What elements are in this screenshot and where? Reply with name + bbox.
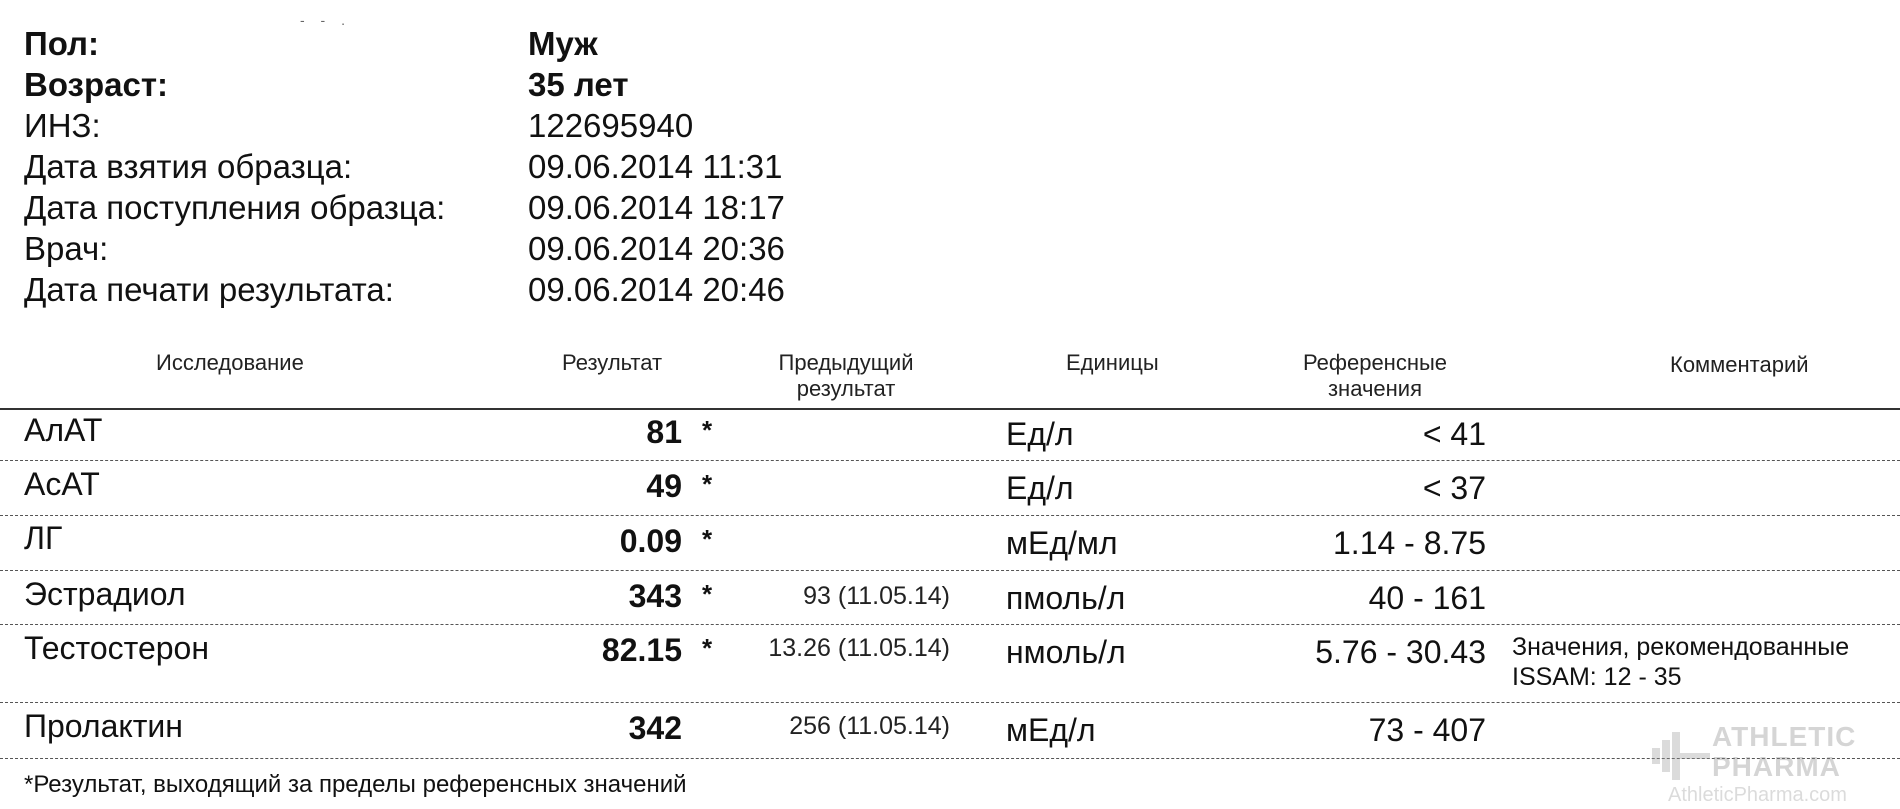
- row-divider: [0, 702, 1900, 703]
- header-value: 09.06.2014 11:31: [528, 148, 783, 185]
- row-reference: 1.14 - 8.75: [1333, 525, 1486, 561]
- row-units: Ед/л: [1006, 416, 1074, 452]
- row-result: 0.09: [619, 523, 682, 559]
- header-label: Дата печати результата:: [24, 271, 394, 308]
- watermark-brand-line2: PHARMA: [1712, 751, 1841, 782]
- row-study-name: АсАТ: [24, 466, 100, 502]
- scan-specks: - - .: [300, 12, 351, 28]
- header-label: ИНЗ:: [24, 107, 101, 144]
- row-study-name: АлАТ: [24, 412, 103, 448]
- row-reference: < 37: [1422, 470, 1486, 506]
- row-flag: *: [702, 579, 713, 609]
- watermark-site: AthleticPharma.com: [1668, 784, 1847, 806]
- row-units: мЕд/мл: [1006, 525, 1118, 561]
- column-header-study: Исследование: [156, 350, 304, 375]
- row-reference: 5.76 - 30.43: [1315, 634, 1486, 670]
- column-header-reference: [1290, 350, 1460, 402]
- row-reference: 73 - 407: [1368, 712, 1486, 748]
- column-header-reference-line2: значения: [1327, 376, 1423, 401]
- row-previous: 93 (11.05.14): [803, 582, 950, 610]
- watermark-brand-line1: ATHLETIC: [1712, 721, 1857, 752]
- row-study-name: Пролактин: [24, 708, 183, 744]
- watermark-logo: [1650, 718, 1890, 806]
- row-divider: [0, 570, 1900, 571]
- row-units: пмоль/л: [1006, 580, 1126, 616]
- row-divider: [0, 624, 1900, 625]
- column-header-previous-line1: Предыдущий: [778, 350, 914, 375]
- row-units: нмоль/л: [1006, 634, 1126, 670]
- row-flag: *: [702, 469, 713, 499]
- row-result: 81: [646, 414, 682, 450]
- row-flag: *: [702, 415, 713, 445]
- table-top-rule: [0, 408, 1900, 410]
- row-flag: *: [702, 633, 713, 663]
- row-result: 343: [628, 578, 682, 614]
- row-reference: < 41: [1422, 416, 1486, 452]
- row-flag: *: [702, 524, 713, 554]
- dumbbell-icon: [1650, 726, 1710, 786]
- row-comment: Значения, рекомендованные ISSAM: 12 - 35: [1512, 633, 1850, 691]
- column-header-units: Единицы: [1066, 350, 1159, 375]
- row-result: 49: [646, 468, 682, 504]
- row-result: 82.15: [601, 632, 682, 668]
- row-previous: 256 (11.05.14): [789, 712, 950, 740]
- row-divider: [0, 515, 1900, 516]
- header-label: Пол:: [24, 25, 100, 62]
- column-header-previous-line2: результат: [796, 376, 896, 401]
- header-label: Возраст:: [24, 66, 168, 103]
- row-study-name: ЛГ: [24, 520, 63, 556]
- header-value: 09.06.2014 20:46: [528, 271, 785, 308]
- header-value: 09.06.2014 20:36: [528, 230, 785, 267]
- footnote: *Результат, выходящий за пределы референсных значений: [24, 771, 687, 798]
- column-header-previous: [766, 350, 926, 402]
- row-divider: [0, 460, 1900, 461]
- header-value: 35 лет: [528, 66, 629, 103]
- header-value: Муж: [528, 25, 598, 62]
- header-label: Врач:: [24, 230, 109, 267]
- header-value: 122695940: [528, 107, 694, 144]
- row-divider: [0, 758, 1900, 759]
- header-value: 09.06.2014 18:17: [528, 189, 785, 226]
- column-header-reference-line1: Референсные: [1302, 350, 1448, 375]
- row-reference: 40 - 161: [1368, 580, 1486, 616]
- column-header-result: Результат: [562, 350, 663, 375]
- row-study-name: Эстрадиол: [24, 576, 186, 612]
- row-units: мЕд/л: [1006, 712, 1096, 748]
- row-previous: 13.26 (11.05.14): [768, 634, 950, 662]
- row-units: Ед/л: [1006, 470, 1074, 506]
- header-label: Дата поступления образца:: [24, 189, 446, 226]
- row-result: 342: [628, 710, 682, 746]
- column-header-comment: Комментарий: [1670, 352, 1809, 377]
- header-label: Дата взятия образца:: [24, 148, 353, 185]
- row-study-name: Тестостерон: [24, 630, 209, 666]
